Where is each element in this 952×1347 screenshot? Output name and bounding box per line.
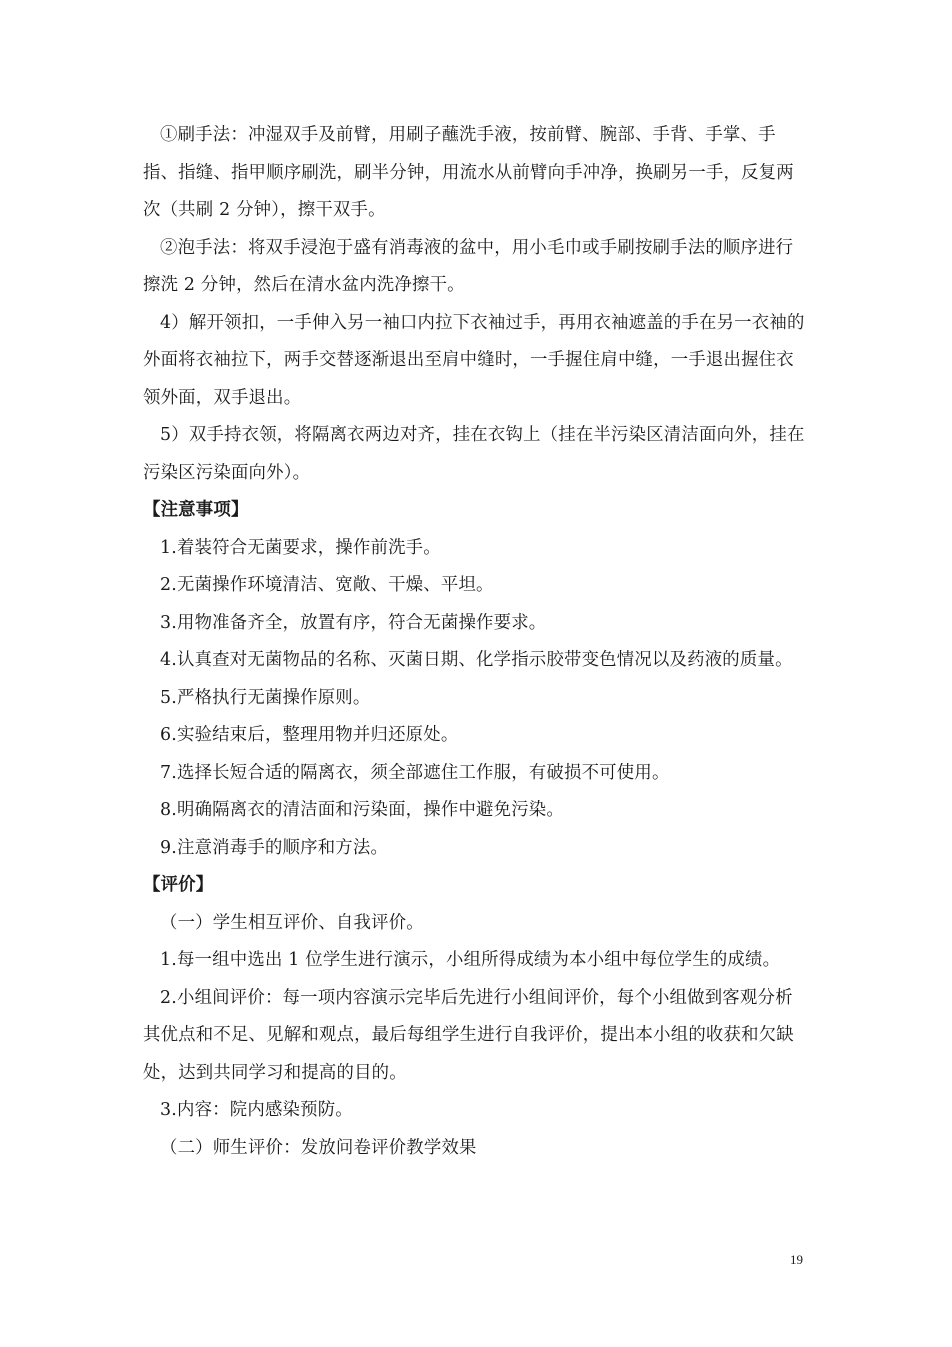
paragraph-step-5: 5）双手持衣领，将隔离衣两边对齐，挂在衣钩上（挂在半污染区清洁面向外，挂在污染区污染面向外）。 — [143, 425, 805, 483]
paragraph-soak-method: ②泡手法：将双手浸泡于盛有消毒液的盆中，用小毛巾或手刷按刷手法的顺序进行擦洗 2 分钟，然后在清水盆内洗净擦干。 — [143, 237, 794, 295]
evaluation-section-1: （一）学生相互评价、自我评价。 — [160, 912, 424, 933]
precaution-item-9: 9.注意消毒手的顺序和方法。 — [160, 837, 389, 858]
heading-precautions: 【注意事项】 — [143, 500, 249, 520]
precaution-item-2: 2.无菌操作环境清洁、宽敞、干燥、平坦。 — [160, 575, 494, 595]
evaluation-item-2: 2.小组间评价：每一项内容演示完毕后先进行小组间评价，每个小组做到客观分析其优点和不足、见解和观点，最后每组学生进行自我评价，提出本小组的收获和欠缺处，达到共同学习和提高的目的。 — [143, 987, 794, 1083]
precaution-item-1: 1.着装符合无菌要求，操作前洗手。 — [160, 537, 441, 558]
evaluation-section-2: （二）师生评价：发放问卷评价教学效果 — [160, 1137, 477, 1158]
paragraph-step-4: 4）解开领扣，一手伸入另一袖口内拉下衣袖过手，再用衣袖遮盖的手在另一衣袖的外面将衣袖拉下，两手交替逐渐退出至肩中缝时，一手握住肩中缝，一手退出握住衣领外面，双手退出。 — [143, 312, 805, 408]
page-content — [143, 117, 810, 1167]
precaution-item-3: 3.用物准备齐全，放置有序，符合无菌操作要求。 — [160, 612, 547, 633]
evaluation-item-3: 3.内容：院内感染预防。 — [160, 1100, 353, 1120]
evaluation-item-1: 1.每一组中选出 1 位学生进行演示，小组所得成绩为本小组中每位学生的成绩。 — [160, 950, 781, 970]
paragraph-scrub-method: ①刷手法：冲湿双手及前臂，用刷子蘸洗手液，按前臂、腕部、手背、手掌、手指、指缝、指甲顺序刷洗，刷半分钟，用流水从前臂向手冲净，换刷另一手，反复两次（共刷 2 分钟），擦干双手。 — [143, 125, 794, 220]
precaution-item-7: 7.选择长短合适的隔离衣，须全部遮住工作服，有破损不可使用。 — [160, 762, 670, 783]
page-number: 19 — [790, 1252, 803, 1267]
precaution-item-4: 4.认真查对无菌物品的名称、灭菌日期、化学指示胶带变色情况以及药液的质量。 — [160, 650, 793, 670]
precaution-item-5: 5.严格执行无菌操作原则。 — [160, 687, 371, 708]
precaution-item-8: 8.明确隔离衣的清洁面和污染面，操作中避免污染。 — [160, 800, 564, 820]
precaution-item-6: 6.实验结束后，整理用物并归还原处。 — [160, 725, 459, 745]
heading-evaluation: 【评价】 — [143, 875, 214, 895]
